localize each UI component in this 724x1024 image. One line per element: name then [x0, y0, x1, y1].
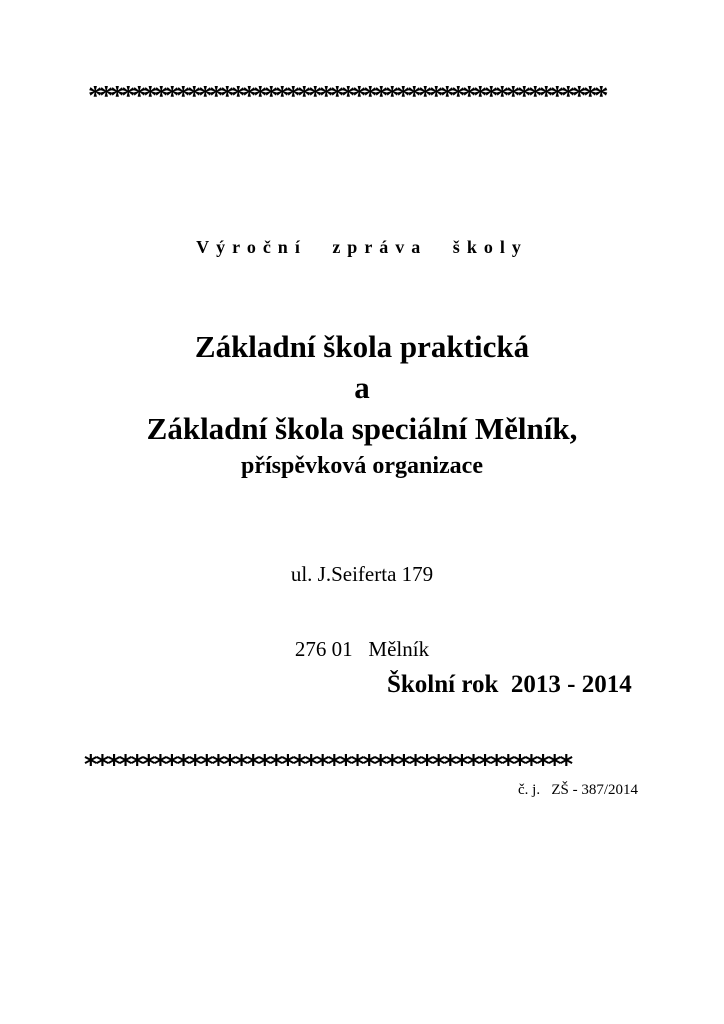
- report-type-heading: Výroční zpráva školy: [196, 237, 528, 257]
- organization-type: příspěvková organizace: [241, 453, 483, 479]
- school-name-conjunction: a: [354, 370, 370, 405]
- school-name-line-1: Základní škola praktická: [194, 329, 530, 364]
- school-name-line-2: Základní škola speciální Mělník,: [146, 411, 578, 446]
- bottom-separator: ******************************************: [84, 750, 572, 780]
- top-separator: ***********************************************: [88, 80, 605, 112]
- reference-number: č. j. ZŠ - 387/2014: [518, 782, 638, 798]
- school-year: Školní rok 2013 - 2014: [387, 671, 632, 698]
- address-city: 276 01 Mělník: [294, 637, 430, 661]
- address-street: ul. J.Seiferta 179: [290, 562, 434, 586]
- school-title-block: [0, 326, 724, 484]
